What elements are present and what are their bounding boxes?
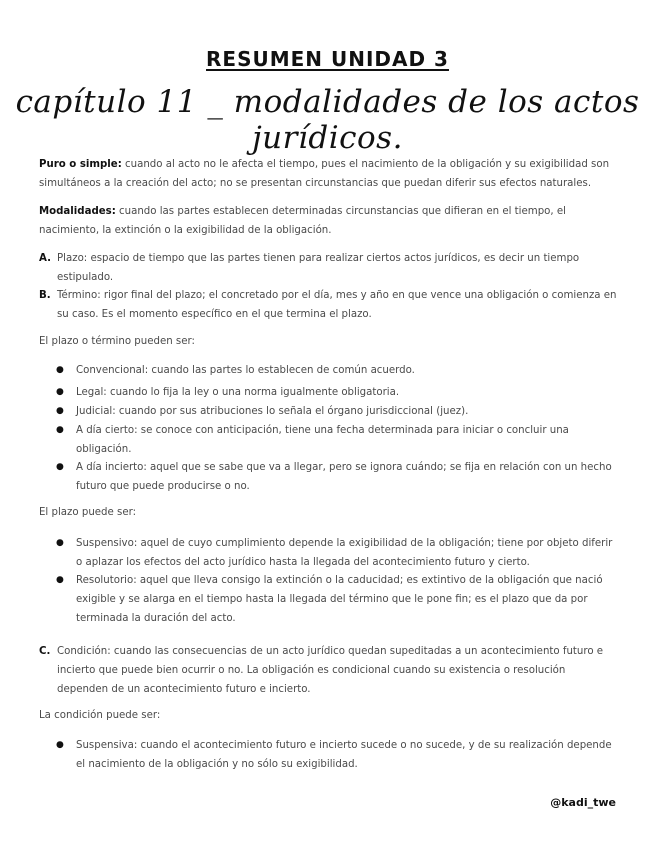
- bullet-item: ● Legal: cuando lo fija la ley o una norma igualmente obligatoria.: [56, 383, 616, 402]
- bullet-item: ● Resolutorio: aquel que lleva consigo la extinción o la caducidad; es extintivo de la obligación que nació exigible y se alarga en el tiempo hasta la llegada del término que le pone fin; es el plazo que da por terminada la duración del acto.: [56, 571, 616, 628]
- list-letter: C.: [39, 646, 51, 657]
- section-heading: La condición puede ser:: [39, 710, 161, 721]
- bullet-icon: ●: [56, 365, 64, 375]
- section-heading: El plazo puede ser:: [39, 507, 137, 518]
- modalidades-text: cuando las partes establecen determinadas circunstancias que difieran en el tiempo, el nacimiento, la extinción o la exigibilidad de la obligación.: [39, 206, 566, 236]
- puro-simple-text: cuando al acto no le afecta el tiempo, pues el nacimiento de la obligación y su exigibilidad son simultáneos a la creación del acto; no se presentan circunstancias que puedan diferir sus efectos naturales.: [39, 159, 610, 189]
- bullet-item: ● A día cierto: se conoce con anticipación, tiene una fecha determinada para iniciar o concluir una obligación.: [56, 421, 616, 459]
- section-heading: El plazo o término pueden ser:: [39, 336, 195, 347]
- bullet-item: ● A día incierto: aquel que se sabe que va a llegar, pero se ignora cuándo; se fija en relación con un hecho futuro que puede producirse o no.: [56, 458, 616, 496]
- list-letter: A.: [39, 253, 51, 264]
- chapter-subtitle: capítulo 11 _ modalidades de los actos jurídicos.: [15, 84, 640, 156]
- bullet-icon: ●: [56, 462, 64, 472]
- bullet-icon: ●: [56, 387, 64, 397]
- modalidades-paragraph: [39, 202, 619, 240]
- list-item-text: Condición: cuando las consecuencias de un acto jurídico quedan supeditadas a un acontecimiento futuro e incierto que puede bien ocurrir o no. La obligación es condicional cuando su existencia o resolución dependen de un acontecimiento futuro e incierto.: [57, 646, 604, 695]
- list-item-condicion: [39, 642, 619, 699]
- list-item-termino: [39, 286, 619, 324]
- bullet-icon: ●: [56, 406, 64, 416]
- bullet-icon: ●: [56, 575, 64, 585]
- modalidades-label: Modalidades:: [39, 206, 116, 217]
- bullet-icon: ●: [56, 740, 64, 750]
- bullet-item: ● Judicial: cuando por sus atribuciones lo señala el órgano jurisdiccional (juez).: [56, 402, 616, 421]
- list-item-text: Plazo: espacio de tiempo que las partes tienen para realizar ciertos actos jurídicos, es decir un tiempo estipulado.: [57, 253, 580, 283]
- puro-simple-label: Puro o simple:: [39, 159, 122, 170]
- list-item-plazo: [39, 249, 619, 287]
- bullet-icon: ●: [56, 538, 64, 548]
- page-title: RESUMEN UNIDAD 3: [206, 47, 449, 71]
- bullet-item: ● Convencional: cuando las partes lo establecen de común acuerdo.: [56, 361, 616, 380]
- list-letter: B.: [39, 290, 51, 301]
- bullet-item: ● Suspensiva: cuando el acontecimiento futuro e incierto sucede o no sucede, y de su realización depende el nacimiento de la obligación y no sólo su exigibilidad.: [56, 736, 616, 774]
- bullet-item: ● Suspensivo: aquel de cuyo cumplimiento depende la exigibilidad de la obligación; tiene por objeto diferir o aplazar los efectos del acto jurídico hasta la llegada del acontecimiento futuro y cierto.: [56, 534, 616, 572]
- puro-simple-paragraph: [39, 155, 619, 193]
- list-item-text: Término: rigor final del plazo; el concretado por el día, mes y año en que vence una obligación o comienza en su caso. Es el momento específico en el que termina el plazo.: [57, 290, 617, 320]
- bullet-icon: ●: [56, 425, 64, 435]
- author-signature: @kadi_twe: [550, 796, 616, 809]
